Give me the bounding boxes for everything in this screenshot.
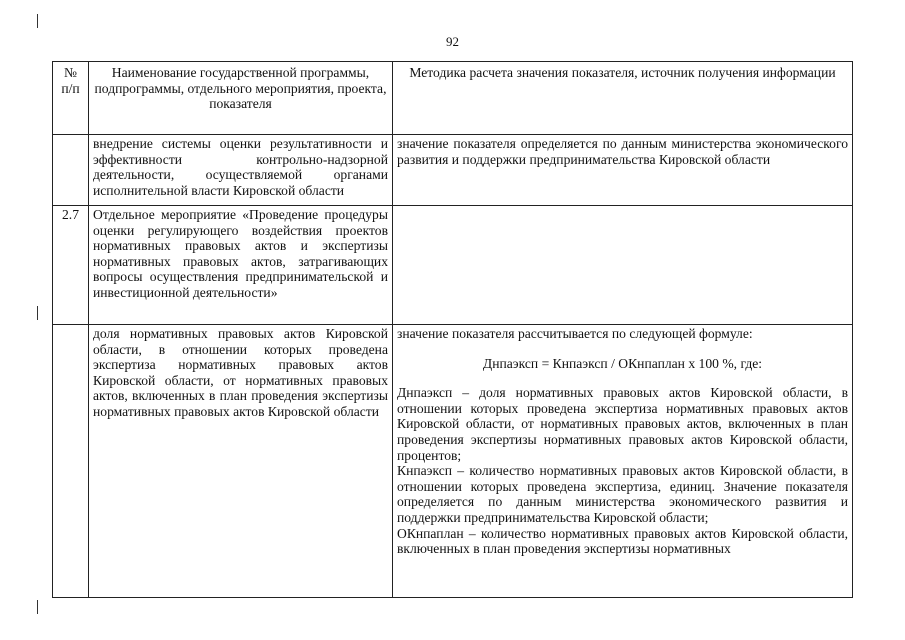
method-definition: ОКнпаплан – количество нормативных правовых актов Кировской области, включенных в план проведения экспертизы нормативных <box>397 525 848 557</box>
method-definition: Днпаэксп – доля нормативных правовых актов Кировской области, в отношении которых проведена экспертиза нормативных правовых актов Кировской области, от нормативных правовых актов, включенных в план проведения экспертизы нормативных правовых актов Кировской области, процентов; <box>397 385 848 463</box>
row-name: доля нормативных правовых актов Кировской области, в отношении которых проведена экспертиза нормативных правовых актов Кировской области, от нормативных правовых актов, включенных в план проведения экспертизы нормативных правовых актов Кировской области <box>89 325 393 598</box>
method-intro: значение показателя рассчитывается по следующей формуле: <box>397 326 753 341</box>
header-num: № п/п <box>53 62 89 135</box>
table-row <box>53 135 853 206</box>
row-num <box>53 135 89 206</box>
table-row <box>53 206 853 325</box>
indicator-table <box>52 61 853 598</box>
table-header-row <box>53 62 853 135</box>
row-num: 2.7 <box>53 206 89 325</box>
method-formula: Днпаэксп = Кнпаэксп / ОКнпаплан x 100 %, где: <box>482 355 763 371</box>
row-method <box>393 206 853 325</box>
method-definition: Кнпаэксп – количество нормативных правовых актов Кировской области, в отношении которых проведена экспертиза, единиц. Значение показателя определяется по данным министерства экономического развития и поддержки предпринимательства Кировской области; <box>397 463 848 525</box>
row-name: внедрение системы оценки результативности и эффективности контрольно-надзорной деятельности, осуществляемой органами исполнительной власти Кировской области <box>89 135 393 206</box>
row-num <box>53 325 89 598</box>
page-number: 92 <box>446 34 459 49</box>
margin-mark-top <box>37 14 38 28</box>
header-name: Наименование государственной программы, подпрограммы, отдельного мероприятия, проекта, показателя <box>89 62 393 135</box>
row-name: Отдельное мероприятие «Проведение процедуры оценки регулирующего воздействия проектов нормативных правовых актов и экспертизы нормативных правовых актов, затрагивающих вопросы осуществления предпринимательской и инвестиционной деятельности» <box>89 206 393 325</box>
row-method <box>393 325 853 598</box>
margin-mark-bottom <box>37 600 38 614</box>
margin-mark-middle <box>37 306 38 320</box>
row-method: значение показателя определяется по данным министерства экономического развития и поддержки предпринимательства Кировской области <box>393 135 853 206</box>
table-row <box>53 325 853 598</box>
header-method: Методика расчета значения показателя, источник получения информации <box>393 62 853 135</box>
